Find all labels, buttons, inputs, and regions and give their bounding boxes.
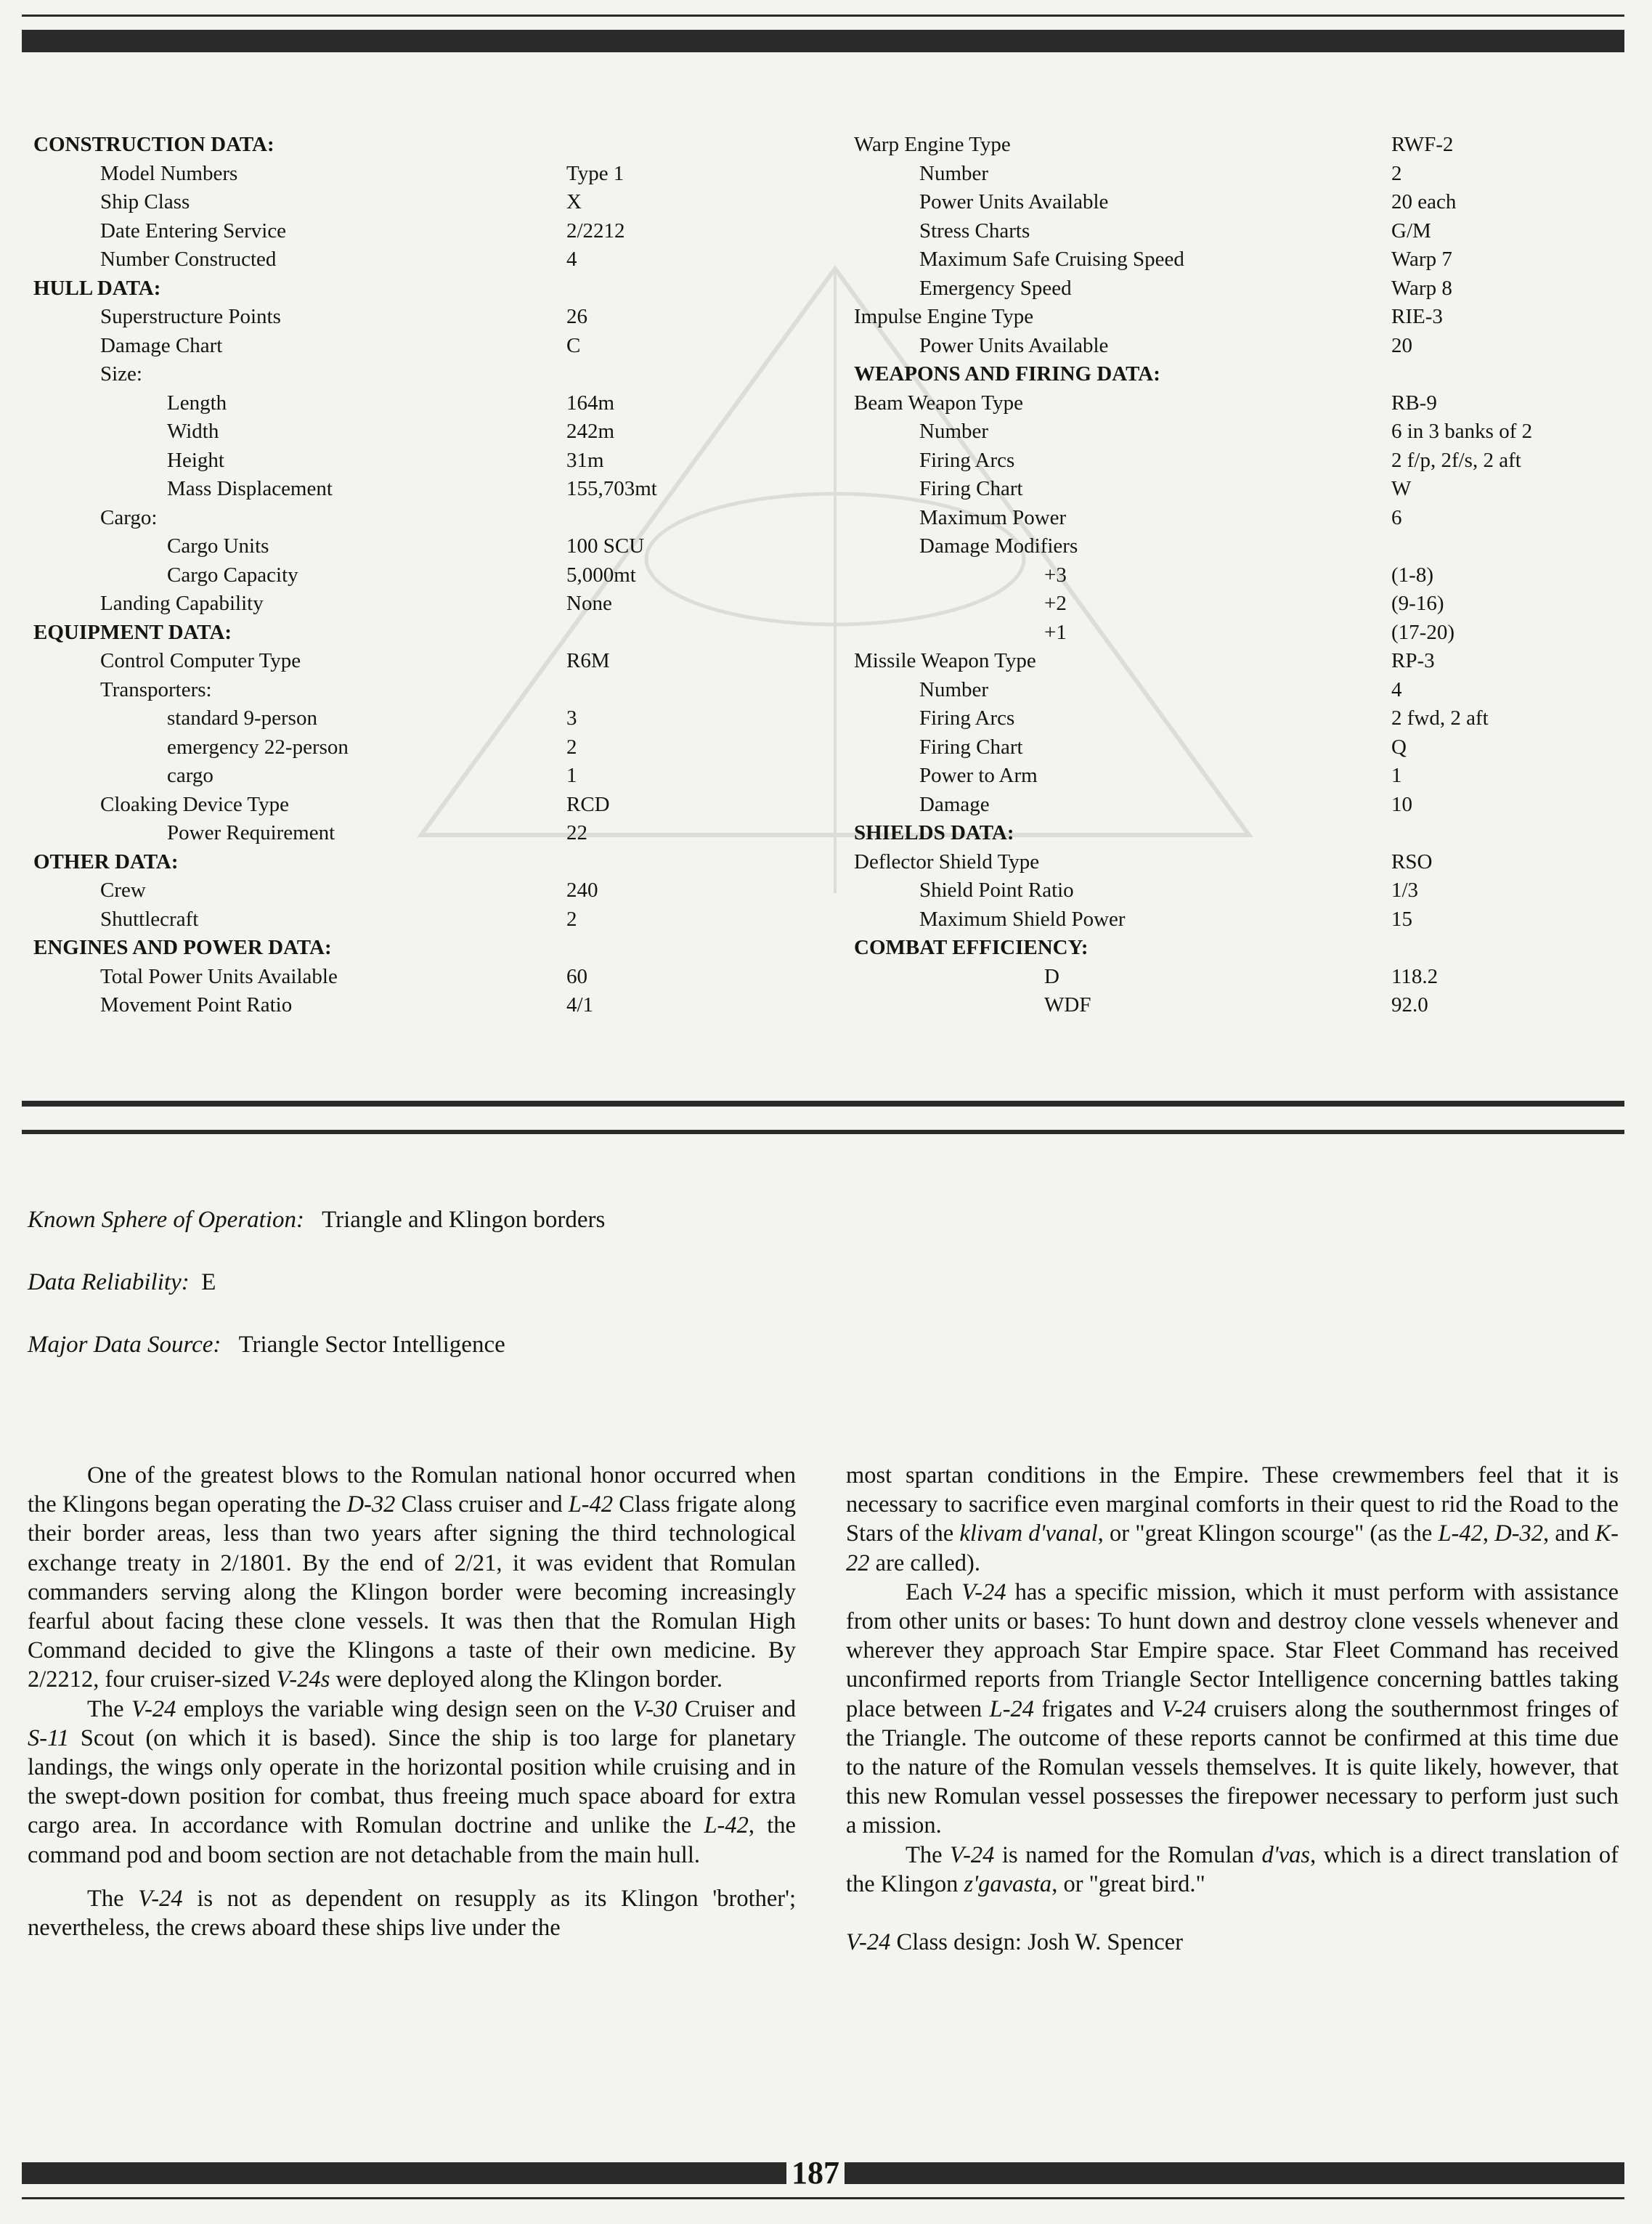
stat-value: Warp 8 — [1391, 276, 1452, 300]
section-heading: COMBAT EFFICIENCY: — [854, 936, 1089, 959]
stat-label: Power Units Available — [919, 190, 1109, 213]
stat-value: 164m — [566, 391, 615, 415]
divider-rule-upper — [22, 1101, 1624, 1107]
stat-label: Damage — [919, 792, 990, 816]
stat-value: 20 each — [1391, 190, 1457, 213]
stat-row — [854, 389, 1624, 418]
section-heading-row — [854, 819, 1624, 848]
stat-value: RWF-2 — [1391, 133, 1454, 156]
stat-row — [33, 676, 832, 705]
stat-label: Number — [919, 161, 989, 185]
stat-label: Length — [167, 391, 227, 415]
stat-value: (9-16) — [1391, 592, 1444, 615]
stat-value: 100 SCU — [566, 534, 645, 558]
stat-row — [854, 274, 1624, 304]
stat-value: 2 f/p, 2f/s, 2 aft — [1391, 448, 1521, 472]
stat-label: Model Numbers — [100, 161, 238, 185]
stat-row — [33, 389, 832, 418]
stat-row — [33, 561, 832, 590]
stat-label: Total Power Units Available — [100, 964, 338, 988]
stat-row — [854, 160, 1624, 189]
stat-label: Landing Capability — [100, 592, 264, 615]
stat-row — [33, 819, 832, 848]
section-heading-row — [854, 934, 1624, 963]
stat-value: G/M — [1391, 219, 1431, 243]
stat-label: Maximum Safe Cruising Speed — [919, 248, 1184, 271]
stat-value: 5,000mt — [566, 563, 636, 587]
stat-value: None — [566, 592, 612, 615]
stat-row — [854, 475, 1624, 504]
stat-row — [854, 619, 1624, 648]
stat-row — [854, 905, 1624, 934]
stat-label: Superstructure Points — [100, 305, 281, 328]
stat-value: Type 1 — [566, 161, 624, 185]
stat-label: Crew — [100, 879, 146, 902]
stat-row — [33, 991, 832, 1020]
section-heading-row — [33, 848, 832, 877]
stat-value: RSO — [1391, 850, 1433, 873]
stat-value: RP-3 — [1391, 649, 1435, 672]
stat-label: Shuttlecraft — [100, 907, 199, 931]
reliability-value: E — [201, 1269, 216, 1295]
stat-value: 6 — [1391, 505, 1402, 529]
stat-value: 118.2 — [1391, 964, 1439, 988]
stat-row — [33, 905, 832, 934]
stat-label: Warp Engine Type — [854, 133, 1011, 156]
footer-thin-rule — [22, 2197, 1624, 2199]
major-data-source — [28, 1332, 505, 1359]
sphere-value: Triangle and Klingon borders — [322, 1207, 606, 1233]
stat-label: Cargo: — [100, 505, 158, 529]
stat-label: Damage Modifiers — [919, 534, 1078, 558]
stat-row — [854, 963, 1624, 992]
stat-row — [854, 590, 1624, 619]
stat-value: 22 — [566, 821, 587, 844]
stat-value: 4/1 — [566, 993, 594, 1017]
stat-value: 20 — [1391, 333, 1412, 357]
stat-value: 60 — [566, 964, 587, 988]
stat-label: Missile Weapon Type — [854, 649, 1036, 672]
stat-value: 15 — [1391, 907, 1412, 931]
stat-value: 92.0 — [1391, 993, 1428, 1017]
sphere-label: Known Sphere of Operation: — [28, 1207, 304, 1233]
stat-label: +2 — [1044, 592, 1067, 615]
stat-value: 3 — [566, 706, 577, 730]
stat-row — [33, 245, 832, 274]
stat-value: 1 — [566, 764, 577, 787]
stat-value: 2 fwd, 2 aft — [1391, 706, 1489, 730]
section-heading: OTHER DATA: — [33, 850, 179, 873]
stat-row — [33, 475, 832, 504]
section-heading-row — [33, 934, 832, 963]
stat-label: Date Entering Service — [100, 219, 287, 243]
stat-label: Firing Chart — [919, 477, 1023, 500]
stat-row — [33, 303, 832, 332]
stat-label: cargo — [167, 764, 213, 787]
stat-value: 2 — [566, 735, 577, 759]
stat-value: (1-8) — [1391, 563, 1433, 587]
stat-row — [33, 332, 832, 361]
source-label: Major Data Source: — [28, 1332, 221, 1358]
stat-row — [854, 733, 1624, 762]
stat-value: 31m — [566, 448, 604, 472]
stat-label: Mass Displacement — [167, 477, 333, 500]
stat-label: Control Computer Type — [100, 649, 301, 672]
stat-label: standard 9-person — [167, 706, 317, 730]
stat-label: Number — [919, 677, 989, 701]
stat-label: Firing Chart — [919, 735, 1023, 759]
stat-value: RCD — [566, 792, 610, 816]
stat-label: +1 — [1044, 620, 1067, 644]
stat-label: Stress Charts — [919, 219, 1030, 243]
stat-row — [854, 704, 1624, 733]
stat-row — [854, 188, 1624, 217]
section-heading-row — [33, 274, 832, 304]
stat-value: C — [566, 333, 581, 357]
stat-row — [33, 188, 832, 217]
section-heading: SHIELDS DATA: — [854, 821, 1014, 844]
stat-value: RIE-3 — [1391, 305, 1443, 328]
stat-label: Cargo Units — [167, 534, 269, 558]
body-paragraph: One of the greatest blows to the Romulan national honor occurred when the Klingons began operating the D-32 Class cruiser and L-42 Class frigate along their border areas, less than two years after signing the third technological exchange treaty in 2/1801. By the end of 2/21, it was evident that Romulan commanders serving along the Klingon border were becoming increasingly fearful about facing these clone vessels. It was then that the Romulan High Command decided to give the Klingons a taste of their own medicine. By 2/2212, four cruiser-sized V-24s were deployed along the Klingon border. — [28, 1462, 796, 1693]
body-paragraph: Each V-24 has a specific mission, which it must perform with assistance from other units or bases: To hunt down and destroy clone vessels whenever and wherever they approach Star Empire space. Star Fleet Command has received unconfirmed reports from Triangle Sector Intelligence concerning battles taking place between L-24 frigates and V-24 cruisers along the southernmost fringes of the Triangle. The outcome of these reports cannot be confirmed at this time due to the nature of the Romulan vessels themselves. It is quite likely, however, that this new Romulan vessel possesses the firepower necessary to perform just such a mission. — [846, 1579, 1619, 1839]
stat-row — [854, 447, 1624, 476]
stat-label: Height — [167, 448, 224, 472]
stat-row — [854, 131, 1624, 160]
stat-label: WDF — [1044, 993, 1091, 1017]
stat-value: 240 — [566, 879, 598, 902]
stat-label: Power Units Available — [919, 333, 1109, 357]
stat-label: Width — [167, 420, 219, 443]
stat-label: Firing Arcs — [919, 706, 1015, 730]
stat-row — [854, 217, 1624, 246]
section-heading-row — [854, 360, 1624, 389]
stat-row — [854, 561, 1624, 590]
stat-row — [33, 876, 832, 905]
source-value: Triangle Sector Intelligence — [238, 1332, 505, 1358]
stat-value: W — [1391, 477, 1412, 500]
stat-label: D — [1044, 964, 1059, 988]
section-heading-row — [33, 619, 832, 648]
stat-row — [33, 417, 832, 447]
stat-row — [854, 303, 1624, 332]
stat-value: 26 — [566, 305, 587, 328]
stats-left-column — [33, 131, 832, 1020]
stat-label: Size: — [100, 362, 142, 386]
stat-label: +3 — [1044, 563, 1067, 587]
stat-value: 242m — [566, 420, 615, 443]
stat-label: Impulse Engine Type — [854, 305, 1034, 328]
stat-label: Cloaking Device Type — [100, 792, 289, 816]
section-heading: CONSTRUCTION DATA: — [33, 133, 274, 156]
body-paragraph: most spartan conditions in the Empire. These crewmembers feel that it is necessary to sacrifice even marginal comforts in their quest to rid the Road to the Stars of the klivam d'vanal, or "great Klingon scourge" (as the L-42, D-32, and K-22 are called). — [846, 1462, 1619, 1576]
section-heading-row — [33, 131, 832, 160]
stat-row — [854, 532, 1624, 561]
stat-label: Power to Arm — [919, 764, 1038, 787]
stat-label: Deflector Shield Type — [854, 850, 1040, 873]
stat-value: 2 — [1391, 161, 1402, 185]
top-thin-rule — [22, 15, 1624, 17]
section-heading: ENGINES AND POWER DATA: — [33, 936, 332, 959]
section-heading: HULL DATA: — [33, 276, 161, 300]
stat-value: R6M — [566, 649, 610, 672]
stat-row — [33, 447, 832, 476]
stat-row — [33, 217, 832, 246]
stat-row — [854, 647, 1624, 676]
stat-value: 1 — [1391, 764, 1402, 787]
stat-value: 2/2212 — [566, 219, 625, 243]
body-paragraph: The V-24 is named for the Romulan d'vas, which is a direct translation of the Klingon z'gavasta, or "great bird." — [846, 1841, 1619, 1897]
stat-row — [854, 245, 1624, 274]
stat-row — [854, 417, 1624, 447]
stat-value: 4 — [566, 248, 577, 271]
credit-ship: V-24 — [846, 1929, 891, 1956]
stat-value: (17-20) — [1391, 620, 1454, 644]
stat-row — [33, 704, 832, 733]
body-paragraph: The V-24 employs the variable wing design seen on the V-30 Cruiser and S-11 Scout (on which it is based). Since the ship is too large for planetary landings, the wings only operate in the horizontal position while cruising and in the swept-down position for combat, thus freeing much space aboard for extra cargo area. In accordance with Romulan doctrine and unlike the L-42, the command pod and boom section are not detachable from the main hull. — [28, 1695, 796, 1868]
stat-value: 10 — [1391, 792, 1412, 816]
stat-row — [33, 733, 832, 762]
stat-label: Number Constructed — [100, 248, 277, 271]
stat-row — [33, 532, 832, 561]
stat-row — [33, 647, 832, 676]
stat-row — [33, 590, 832, 619]
stat-row — [854, 991, 1624, 1020]
stat-row — [854, 791, 1624, 820]
section-heading: WEAPONS AND FIRING DATA: — [854, 362, 1160, 386]
stat-label: Maximum Power — [919, 505, 1067, 529]
stat-value: 155,703mt — [566, 477, 657, 500]
stat-row — [854, 848, 1624, 877]
stat-value: Q — [1391, 735, 1407, 759]
stat-value: 6 in 3 banks of 2 — [1391, 420, 1533, 443]
stat-label: Ship Class — [100, 190, 190, 213]
stat-value: RB-9 — [1391, 391, 1437, 415]
stat-label: Firing Arcs — [919, 448, 1015, 472]
stat-label: Shield Point Ratio — [919, 879, 1074, 902]
section-heading: EQUIPMENT DATA: — [33, 620, 232, 644]
stat-label: Emergency Speed — [919, 276, 1072, 300]
stat-label: Maximum Shield Power — [919, 907, 1126, 931]
stat-row — [854, 876, 1624, 905]
stats-right-column — [854, 131, 1624, 1020]
stat-label: Transporters: — [100, 677, 212, 701]
stat-label: Number — [919, 420, 989, 443]
stat-value: 1/3 — [1391, 879, 1419, 902]
stat-label: Damage Chart — [100, 333, 223, 357]
stat-label: emergency 22-person — [167, 735, 349, 759]
stat-label: Power Requirement — [167, 821, 335, 844]
stat-label: Cargo Capacity — [167, 563, 298, 587]
stat-label: Beam Weapon Type — [854, 391, 1023, 415]
data-reliability — [28, 1269, 216, 1296]
stat-row — [854, 332, 1624, 361]
stat-value: X — [566, 190, 582, 213]
design-credit — [846, 1928, 1619, 1957]
stat-row — [33, 160, 832, 189]
credit-text: Class design: Josh W. Spencer — [896, 1929, 1184, 1956]
body-paragraph: The V-24 is not as dependent on resupply as its Klingon 'brother'; nevertheless, the crews aboard these ships live under the — [28, 1885, 796, 1942]
body-column-left — [28, 1461, 796, 1942]
stat-row — [33, 762, 832, 791]
stat-value: 2 — [566, 907, 577, 931]
stat-row — [33, 504, 832, 533]
top-heavy-rule — [22, 30, 1624, 52]
stat-value: Warp 7 — [1391, 248, 1452, 271]
stat-row — [854, 504, 1624, 533]
stat-row — [33, 360, 832, 389]
stat-row — [33, 963, 832, 992]
reliability-label: Data Reliability: — [28, 1269, 190, 1295]
divider-rule-lower — [22, 1130, 1624, 1134]
stat-row — [33, 791, 832, 820]
page-number: 187 — [786, 2155, 845, 2191]
sphere-of-operation — [28, 1207, 605, 1234]
stat-row — [854, 676, 1624, 705]
stat-row — [854, 762, 1624, 791]
body-column-right — [846, 1461, 1619, 1957]
stat-label: Movement Point Ratio — [100, 993, 293, 1017]
stat-value: 4 — [1391, 677, 1402, 701]
